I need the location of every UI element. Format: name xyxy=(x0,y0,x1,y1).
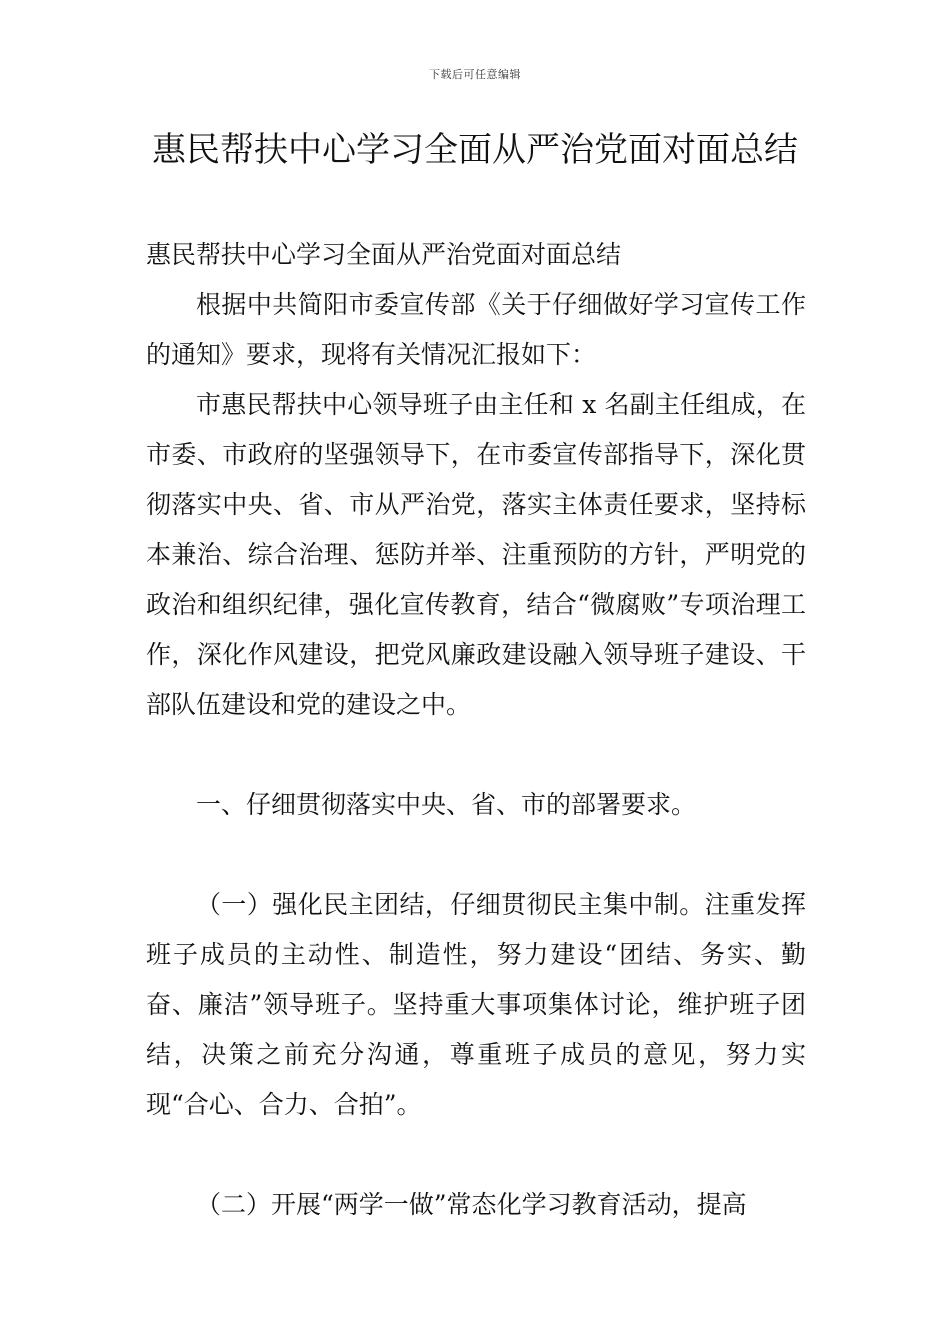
paragraph-intro: 根据中共简阳市委宣传部《关于仔细做好学习宣传工作的通知》要求，现将有关情况汇报如下： xyxy=(146,290,806,369)
document-body xyxy=(146,230,806,1230)
paragraph-section-1-1: （一）强化民主团结，仔细贯彻民主集中制。注重发挥班子成员的主动性、制造性，努力建设“团结、务实、勤奋、廉洁”领导班子。坚持重大事项集体讨论，维护班子团结，决策之前充分沟通，尊重班子成员的意见，努力实现“合心、合力、合拍”。 xyxy=(146,890,806,1119)
paragraph-overview: 市惠民帮扶中心领导班子由主任和 x 名副主任组成，在市委、市政府的坚强领导下，在市委宣传部指导下，深化贯彻落实中央、省、市从严治党，落实主体责任要求，坚持标本兼治、综合治理、惩防并举、注重预防的方针，严明党的政治和组织纪律，强化宣传教育，结合“微腐败”专项治理工作，深化作风建设，把党风廉政建设融入领导班子建设、干部队伍建设和党的建设之中。 xyxy=(146,390,806,719)
paragraph-section-1-2: （二）开展“两学一做”常态化学习教育活动，提高 xyxy=(196,1190,747,1219)
section-heading-1: 一、仔细贯彻落实中央、省、市的部署要求。 xyxy=(196,790,697,819)
paragraph-spacer xyxy=(146,830,806,880)
paragraph-spacer xyxy=(146,730,806,780)
document-title: 惠民帮扶中心学习全面从严治党面对面总结 xyxy=(152,130,798,170)
document-subtitle: 惠民帮扶中心学习全面从严治党面对面总结 xyxy=(146,240,622,269)
paragraph-spacer xyxy=(146,1130,806,1180)
header-note: 下载后可任意编辑 xyxy=(429,68,521,81)
